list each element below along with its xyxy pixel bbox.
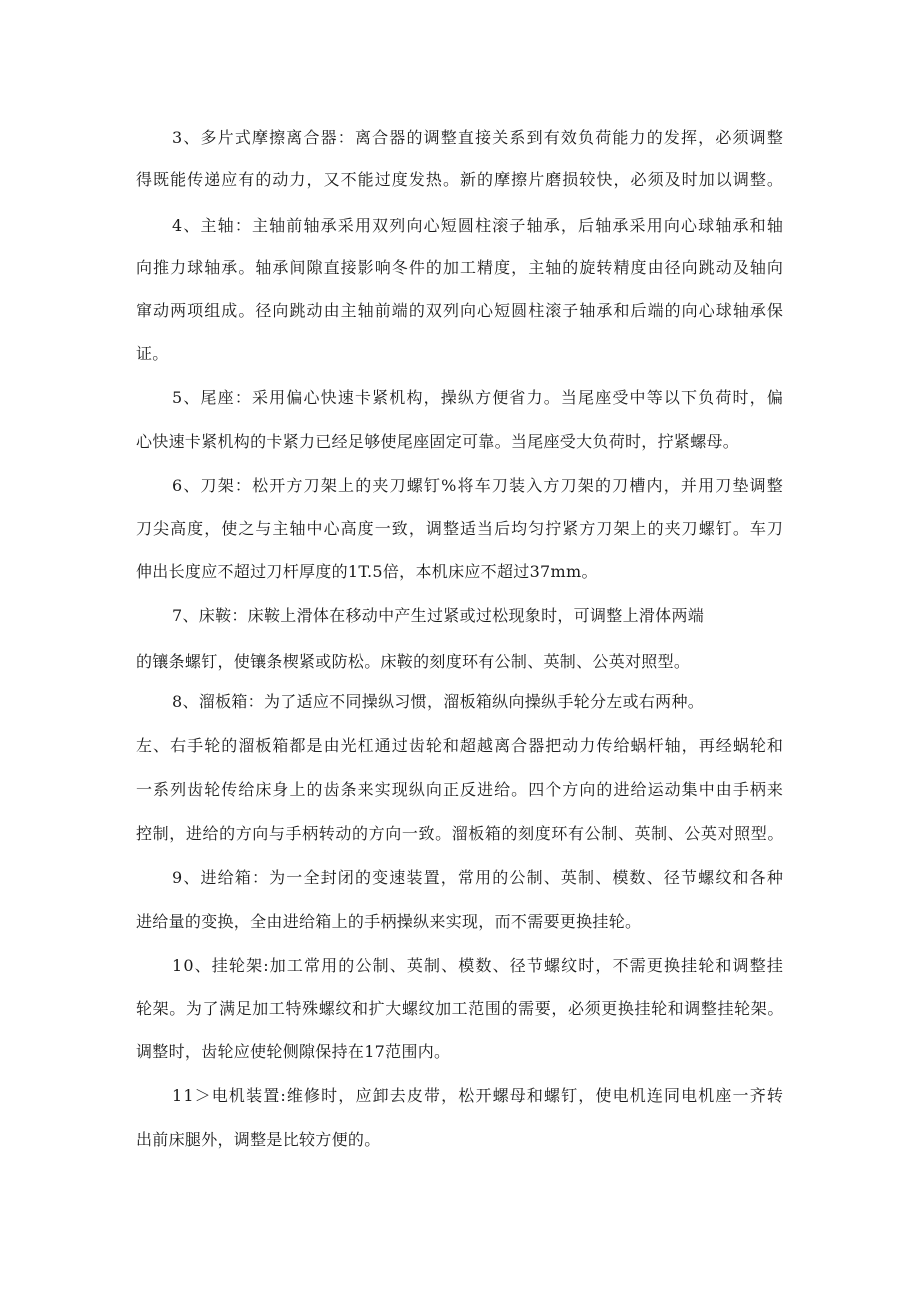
paragraph-3-line-2: 得既能传递应有的动力，又不能过度发热。新的摩擦片磨损较快，必须及时加以调整。 bbox=[136, 170, 784, 189]
paragraph-6-line-2: 刀尖高度，使之与主轴中心高度一致，调整适当后均匀拧紧方刀架上的夹刀螺钉。车刀 bbox=[136, 519, 784, 538]
paragraph-6-line-3: 伸出长度应不超过刀杆厚度的1T.5倍，本机床应不超过37mm。 bbox=[136, 562, 598, 581]
paragraph-4-line-2: 向推力球轴承。轴承间隙直接影响冬件的加工精度，主轴的旋转精度由径向跳动及轴向 bbox=[136, 258, 784, 277]
paragraph-11-line-2: 出前床腿外，调整是比较方便的。 bbox=[136, 1130, 381, 1149]
paragraph-6-line-1: 6、刀架：松开方刀架上的夹刀螺钉%将车刀装入方刀架的刀槽内，并用刀垫调整 bbox=[172, 476, 784, 495]
paragraph-5-line-2: 心快速卡紧机构的卡紧力已经足够使尾座固定可靠。当尾座受大负荷时，拧紧螺母。 bbox=[136, 432, 740, 451]
paragraph-10-line-1: 10、挂轮架:加工常用的公制、英制、模数、径节螺纹时，不需更换挂轮和调整挂 bbox=[172, 956, 784, 975]
paragraph-9-line-1: 9、进给箱：为一全封闭的变速装置，常用的公制、英制、模数、径节螺纹和各种 bbox=[172, 868, 784, 887]
paragraph-8-line-4: 控制，进给的方向与手柄转动的方向一致。溜板箱的刻度环有公制、英制、公英对照型。 bbox=[136, 824, 784, 843]
paragraph-8-line-3: 一系列齿轮传给床身上的齿条来实现纵向正反进给。四个方向的进给运动集中由手柄来 bbox=[136, 780, 784, 799]
paragraph-8-line-2: 左、右手轮的溜板箱都是由光杠通过齿轮和超越离合器把动力传给蜗杆轴，再经蜗轮和 bbox=[136, 736, 784, 755]
paragraph-5-line-1: 5、尾座：采用偏心快速卡紧机构，操纵方便省力。当尾座受中等以下负荷时，偏 bbox=[172, 388, 784, 407]
paragraph-4-line-1: 4、主轴：主轴前轴承采用双列向心短圆柱滚子轴承，后轴承采用向心球轴承和轴 bbox=[172, 216, 784, 235]
paragraph-4-line-4: 证。 bbox=[136, 344, 169, 363]
paragraph-7-line-1: 7、床鞍：床鞍上滑体在移动中产生过紧或过松现象时，可调整上滑体两端 bbox=[172, 606, 705, 625]
paragraph-10-line-3: 调整时，齿轮应使轮侧隙保持在17范围内。 bbox=[136, 1042, 451, 1061]
paragraph-10-line-2: 轮架。为了满足加工特殊螺纹和扩大螺纹加工范围的需要，必须更换挂轮和调整挂轮架。 bbox=[136, 999, 784, 1018]
paragraph-9-line-2: 进给量的变换，全由进给箱上的手柄操纵来实现，而不需要更换挂轮。 bbox=[136, 912, 642, 931]
paragraph-7-line-2: 的镶条螺钉，使镶条楔紧或防松。床鞍的刻度环有公制、英制、公英对照型。 bbox=[136, 652, 691, 671]
paragraph-11-line-1: 11＞电机装置:维修时，应卸去皮带，松开螺母和螺钉，使电机连同电机座一齐转 bbox=[172, 1086, 784, 1105]
paragraph-3-line-1: 3、多片式摩擦离合器：离合器的调整直接关系到有效负荷能力的发挥，必须调整 bbox=[172, 128, 784, 147]
paragraph-8-line-1: 8、溜板箱：为了适应不同操纵习惯，溜板箱纵向操纵手轮分左或右两种。 bbox=[172, 692, 705, 711]
paragraph-4-line-3: 窜动两项组成。径向跳动由主轴前端的双列向心短圆柱滚子轴承和后端的向心球轴承保 bbox=[136, 301, 784, 320]
